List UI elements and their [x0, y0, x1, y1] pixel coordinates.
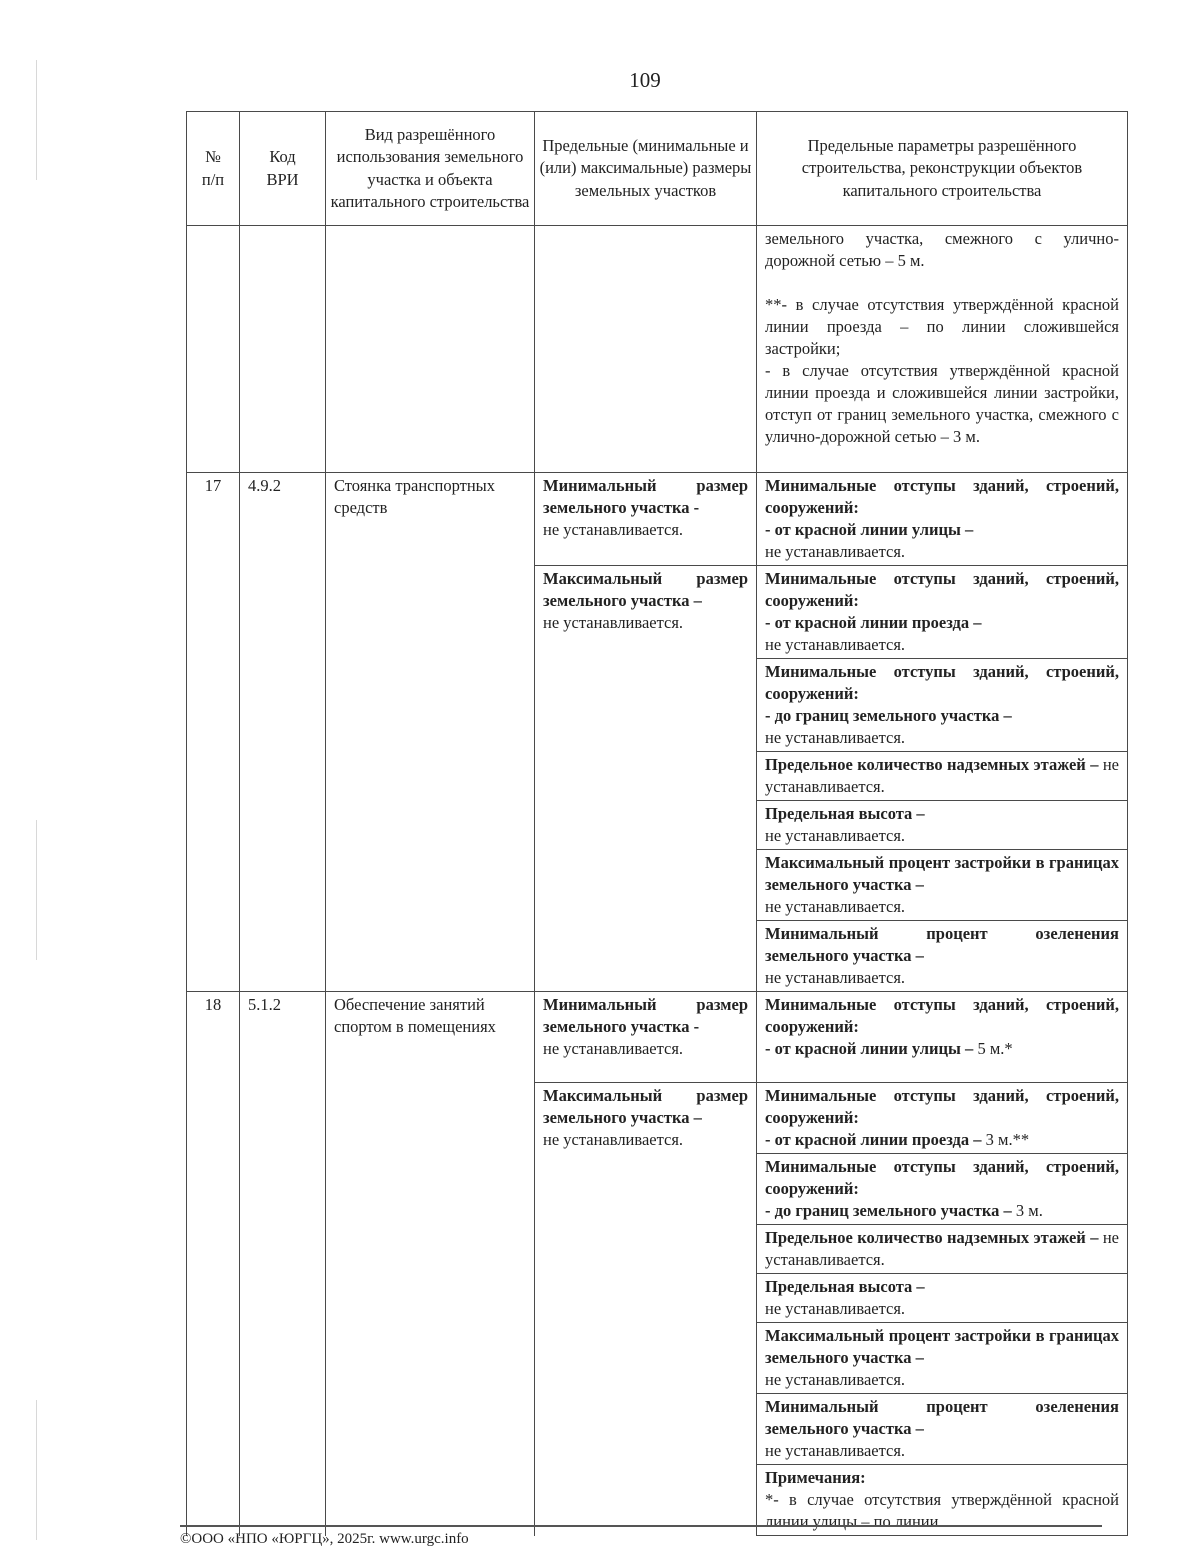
param-cell: Минимальные отступы зданий, строений, сооружений: - до границ земельного участка – не устанавливается. — [757, 659, 1128, 752]
max-size-cell: Максимальный размер земельного участка – не устанавливается. — [535, 1083, 757, 1536]
row-code: 4.9.2 — [240, 473, 326, 992]
cont-para-1: земельного участка, смежного с улично-дорожной сетью – 5 м. — [765, 229, 1119, 270]
param-cell: Минимальные отступы зданий, строений, сооружений: - от красной линии проезда – не устанавливается. — [757, 566, 1128, 659]
zoning-table — [186, 111, 1128, 1536]
row-code: 5.1.2 — [240, 992, 326, 1536]
header-params: Предельные параметры разрешённого строительства, реконструкции объектов капитального строительства — [757, 112, 1128, 226]
continuation-cell — [757, 226, 1128, 473]
header-sizes: Предельные (минимальные и (или) максимальные) размеры земельных участков — [535, 112, 757, 226]
table-header-row — [187, 112, 1128, 226]
min-size-cell: Минимальный размер земельного участка - не устанавливается. — [535, 473, 757, 566]
header-code: Код ВРИ — [240, 112, 326, 226]
param-cell: Минимальные отступы зданий, строений, сооружений: - от красной линии улицы – 5 м.* — [757, 992, 1128, 1083]
param-cell: Минимальные отступы зданий, строений, сооружений: - от красной линии улицы – не устанавливается. — [757, 473, 1128, 566]
row-kind: Стоянка транспортных средств — [326, 473, 535, 992]
page-number: 109 — [629, 68, 661, 92]
header-num: № п/п — [187, 112, 240, 226]
scan-artifact — [36, 1400, 37, 1540]
param-cell: Предельное количество надземных этажей – не устанавливается. — [757, 1225, 1128, 1274]
footer-copyright: ©ООО «НПО «ЮРГЦ», 2025г. www.urgc.info — [180, 1531, 469, 1547]
param-cell: Максимальный процент застройки в границах земельного участка – не устанавливается. — [757, 850, 1128, 921]
param-cell: Минимальные отступы зданий, строений, сооружений: - до границ земельного участка – 3 м. — [757, 1154, 1128, 1225]
param-cell: Минимальные отступы зданий, строений, сооружений: - от красной линии проезда – 3 м.** — [757, 1083, 1128, 1154]
param-cell: Предельное количество надземных этажей – не устанавливается. — [757, 752, 1128, 801]
row-number: 18 — [187, 992, 240, 1536]
param-cell: Предельная высота – не устанавливается. — [757, 1274, 1128, 1323]
notes-cell: Примечания: *- в случае отсутствия утверждённой красной линии улицы – по линии — [757, 1465, 1128, 1536]
param-cell: Минимальный процент озеленения земельного участка – не устанавливается. — [757, 1394, 1128, 1465]
max-size-cell: Максимальный размер земельного участка – не устанавливается. — [535, 566, 757, 992]
table-row-18 — [187, 992, 1128, 1083]
footer-divider — [180, 1525, 1102, 1527]
cont-para-2: **- в случае отсутствия утверждённой красной линии проезда – по линии сложившейся застройки; — [765, 295, 1119, 358]
row-number: 17 — [187, 473, 240, 992]
cont-para-3: - в случае отсутствия утверждённой красной линии проезда и сложившейся линии застройки, отступ от границ земельного участка, смежного с улично-дорожной сетью – 3 м. — [765, 361, 1119, 446]
param-cell: Предельная высота – не устанавливается. — [757, 801, 1128, 850]
row-kind: Обеспечение занятий спортом в помещениях — [326, 992, 535, 1536]
min-size-cell: Минимальный размер земельного участка - не устанавливается. — [535, 992, 757, 1083]
continuation-row — [187, 226, 1128, 473]
scan-artifact — [36, 820, 37, 960]
param-cell: Максимальный процент застройки в границах земельного участка – не устанавливается. — [757, 1323, 1128, 1394]
param-cell: Минимальный процент озеленения земельного участка – не устанавливается. — [757, 921, 1128, 992]
table-row-17 — [187, 473, 1128, 566]
header-kind: Вид разрешённого использования земельного участка и объекта капитального строительства — [326, 112, 535, 226]
